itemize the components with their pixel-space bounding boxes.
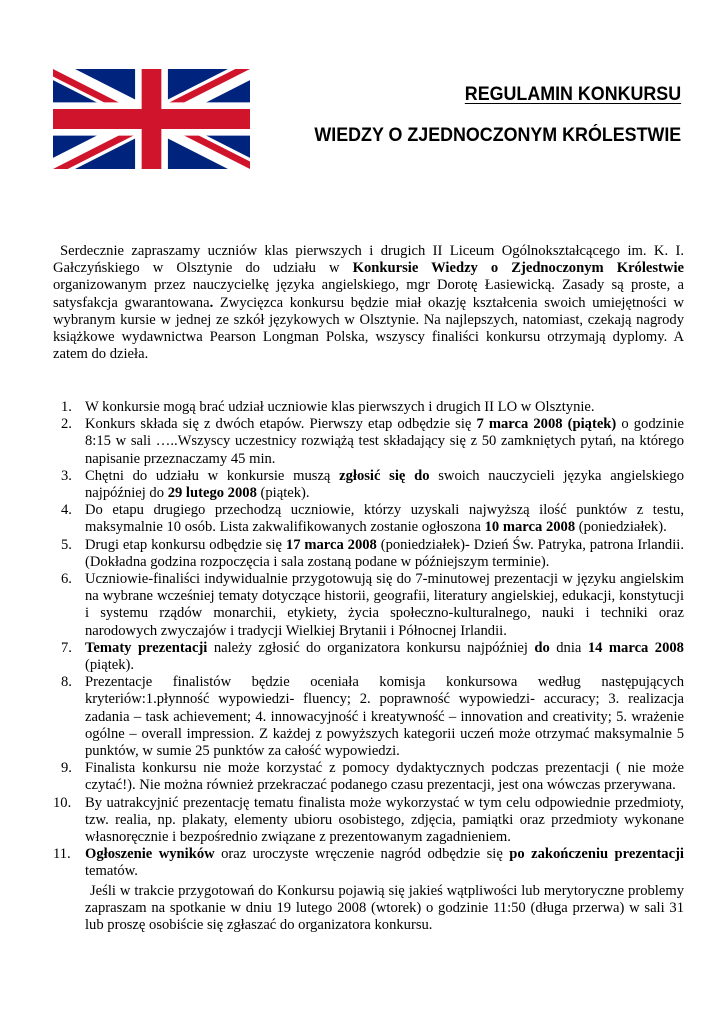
rule-text: dnia [549, 639, 588, 656]
rule-number: 6. [61, 571, 72, 588]
rule-text: o godzinie 8:15 w sali …..Wszyscy uczestnicy rozwiążą test składający się z 50 zamkniętych pytań, na którego napisanie przeznaczamy 45 min. [85, 416, 684, 467]
rule-text: (poniedziałek). [575, 519, 667, 536]
intro-bold-period: . [209, 294, 214, 311]
closing-paragraph: Jeśli w trakcie przygotowań do Konkursu pojawią się jakieś wątpliwości lub merytoryczne problemy zapraszam na spotkanie w dniu 19 lutego 2008 (wtorek) o godzinie 11:50 (długa przerwa) w sali 31 lub proszę osobiście się zgłaszać do organizatora konkursu. [85, 883, 684, 934]
rules-list [53, 399, 684, 881]
rule-item [53, 760, 684, 794]
rule-bold: Tematy prezentacji [85, 639, 208, 656]
rule-number: 11. [53, 846, 71, 863]
rule-number: 5. [61, 536, 72, 553]
rule-number: 8. [61, 674, 72, 691]
rule-text: należy zgłosić do organizatora konkursu najpóźniej [207, 639, 535, 656]
rule-item [53, 468, 684, 502]
rule-number: 1. [61, 399, 72, 415]
rule-item [53, 399, 684, 416]
rule-item [53, 674, 684, 760]
intro-contest-name: Konkursie Wiedzy o Zjednoczonym Królestwie [352, 260, 684, 277]
rule-text: Drugi etap konkursu odbędzie się [85, 536, 286, 553]
rule-bold: 14 marca 2008 [587, 639, 684, 656]
rule-item [53, 846, 684, 880]
rule-bold: 29 lutego 2008 [167, 485, 257, 502]
rule-item [53, 502, 684, 536]
intro-text-3: Zwycięzca konkursu będzie miał okazję kształcenia swoich umiejętności w wybranym kursie w jednej ze szkół językowych w Olsztynie. Na najlepszych, natomiast, czekają nagrody książkowe wydawnictwa Pearson Longman Polska, wszyscy finaliści konkursu otrzymają dyplomy. A zatem do dzieła. [53, 294, 684, 363]
rule-item [53, 795, 684, 847]
rule-bold: 10 marca 2008 [484, 519, 576, 536]
rule-item [53, 537, 684, 571]
rule-text: Prezentacje finalistów będzie oceniała komisja konkursowa według następujących kryteriów:1.płynność wypowiedzi- fluency; 2. poprawność wypowiedzi- accuracy; 3. realizacja zadania – task achievement; 4. innowacyjność i kreatywność – innovation and creativity; 5. wrażenie ogólne – overall impression. Z każdej z powyższych kategorii uczeń może otrzymać maksymalnie 5 punktów, w sumie 25 punktów za całość wypowiedzi. [85, 674, 684, 760]
intro-text-1: Serdecznie zapraszamy uczniów klas pierwszych i drugich II Liceum Ogólnokształcącego im. K. I. Gałczyńskiego w Olsztynie do udziału w [53, 243, 684, 277]
rule-text: Do etapu drugiego przechodzą uczniowie, którzy uzyskali najwyższą ilość punktów z testu, maksymalnie 10 osób. Lista zakwalifikowanych zostanie ogłoszona [85, 502, 684, 536]
document-subtitle: WIEDZY O ZJEDNOCZONYM KRÓLESTWIE [314, 125, 681, 146]
rule-text: W konkursie mogą brać udział uczniowie klas pierwszych i drugich II LO w Olsztynie. [85, 399, 595, 415]
rule-bold: 7 marca 2008 (piątek) [476, 416, 617, 433]
rule-number: 2. [61, 416, 72, 433]
union-jack-flag-icon [53, 69, 250, 169]
rule-bold: do [534, 639, 550, 656]
rule-text: swoich nauczycieli języka angielskiego najpóźniej do [85, 467, 684, 502]
rule-text: Konkurs składa się z dwóch etapów. Pierwszy etap odbędzie się [85, 416, 477, 433]
rule-text: tematów. [85, 863, 138, 880]
rule-number: 10. [53, 794, 72, 811]
rule-bold: Ogłoszenie wyników [85, 846, 215, 863]
intro-paragraph [53, 243, 684, 363]
rule-number: 9. [61, 760, 72, 777]
rule-text: Finalista konkursu nie może korzystać z pomocy dydaktycznych podczas prezentacji ( nie może czytać!). Nie można również przekraczać podanego czasu prezentacji, jest ona wówczas przerywana. [85, 760, 684, 794]
rule-bold: 17 marca 2008 [285, 536, 377, 553]
rule-number: 4. [61, 502, 72, 519]
document-title: REGULAMIN KONKURSU [464, 84, 681, 105]
rule-item [53, 571, 684, 640]
rule-item [53, 640, 684, 674]
rule-text: By uatrakcyjnić prezentację tematu finalista może wykorzystać w tym celu odpowiednie przedmioty, tzw. realia, np. plakaty, elementy ubioru osobistego, zdjęcia, pamiątki oraz przedmioty wykonane własnoręcznie i bezpośrednio związane z prezentowanym zagadnieniem. [85, 794, 684, 846]
rule-text: Chętni do udziału w konkursie muszą [85, 467, 340, 484]
rule-text: oraz uroczyste wręczenie nagród odbędzie się [214, 846, 510, 863]
rule-bold: po zakończeniu prezentacji [509, 846, 684, 863]
rule-text: (piątek). [256, 485, 310, 502]
rule-text: (poniedziałek)- Dzień Św. Patryka, patrona Irlandii. (Dokładna godzina rozpoczęcia i sala zostaną podane w późniejszym terminie). [85, 536, 684, 570]
rule-text: (piątek). [85, 657, 135, 674]
rule-number: 3. [61, 467, 72, 484]
rule-bold: zgłosić się do [339, 467, 430, 484]
rule-item [53, 416, 684, 468]
intro-text-2: organizowanym przez nauczycielkę języka angielskiego, mgr Dorotę Łasiewicką. Zasady są proste, a satysfakcja gwarantowana [53, 277, 684, 311]
rule-text: Uczniowie-finaliści indywidualnie przygotowują się do 7-minutowej prezentacji w języku angielskim na wybrane wcześniej tematy dotyczące historii, geografii, literatury angielskiej, edukacji, konstytucji i systemu rządów monarchii, etykiety, życia społeczno-kulturalnego, nauki i techniki oraz narodowych zwyczajów i tradycji Wielkiej Brytanii i Północnej Irlandii. [85, 571, 684, 639]
rule-number: 7. [61, 639, 72, 656]
